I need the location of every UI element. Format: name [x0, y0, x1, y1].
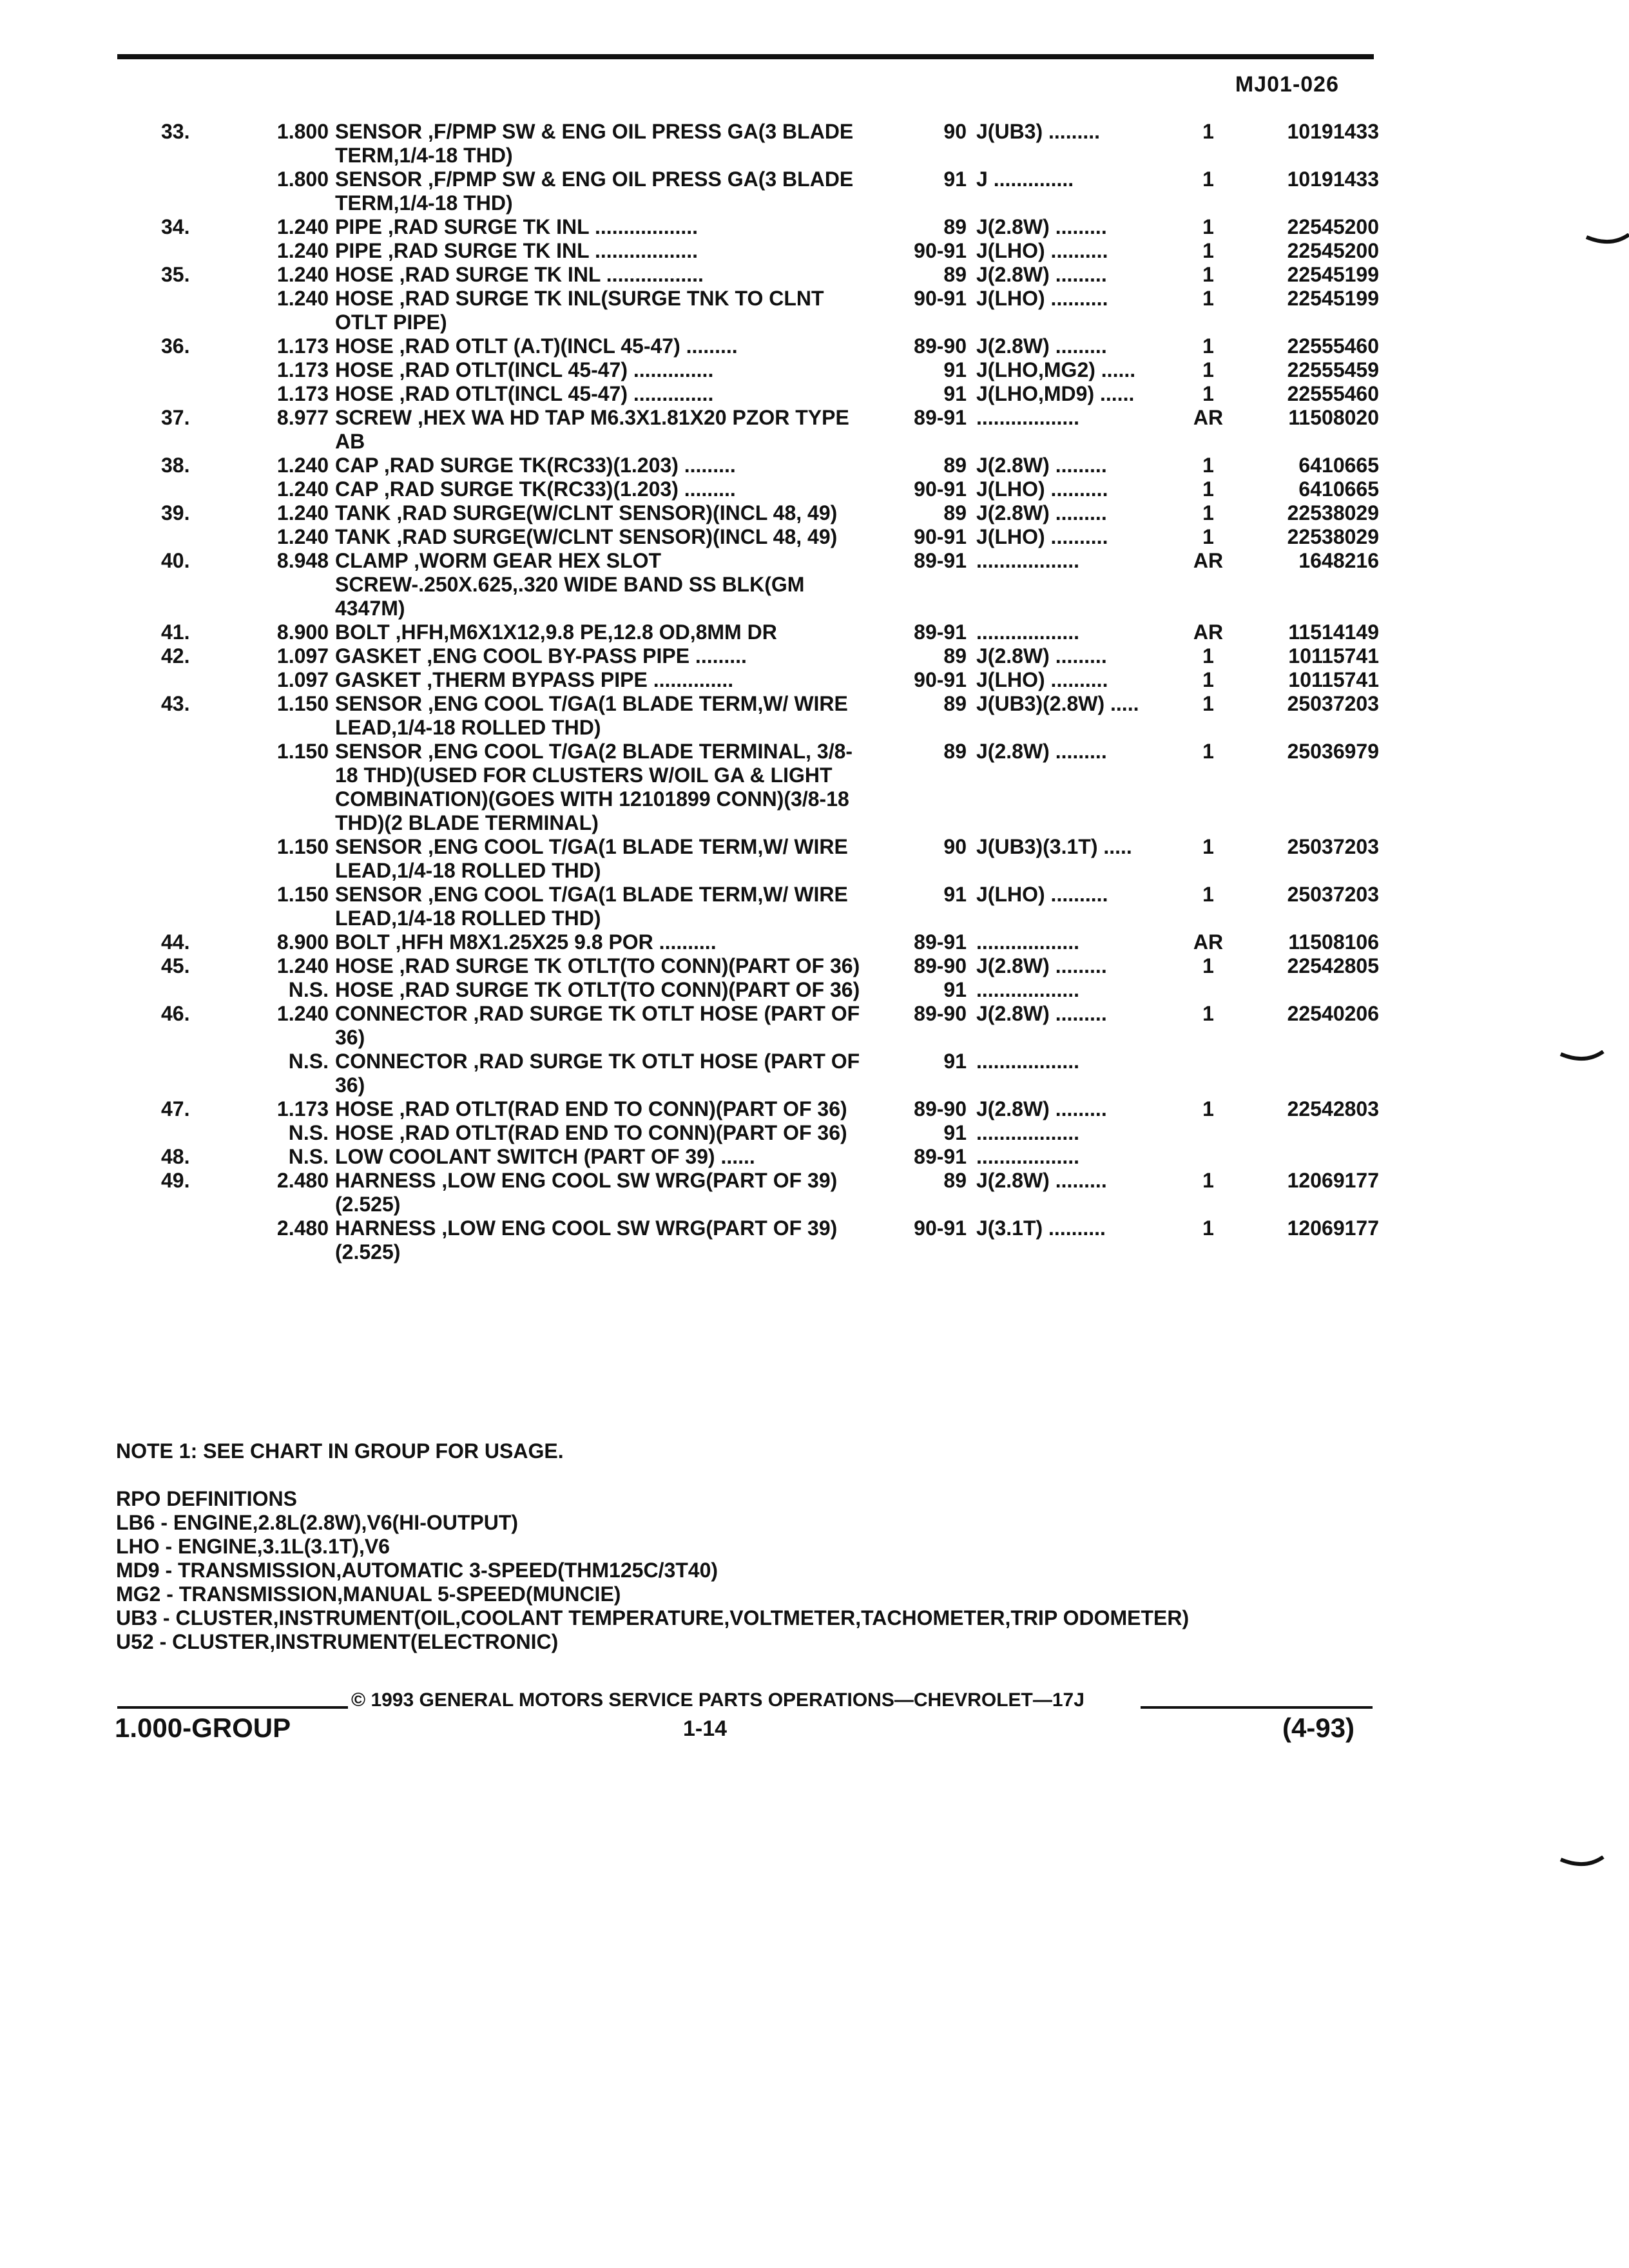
quantity: 1 — [1202, 1216, 1214, 1240]
quantity: AR — [1193, 549, 1224, 572]
part-number: 11514149 — [1288, 620, 1379, 644]
part-description: SENSOR ,F/PMP SW & ENG OIL PRESS GA(3 BLADE TERM,1/4-18 THD) — [335, 168, 854, 215]
model-years: 89-90 — [914, 1097, 967, 1120]
group-number: N.S. — [288, 1145, 329, 1168]
model-years: 90-91 — [914, 239, 967, 262]
part-row — [116, 835, 1379, 883]
part-number: 22538029 — [1287, 501, 1379, 524]
usage-code: J(LHO) .......... — [976, 883, 1108, 906]
quantity: 1 — [1202, 168, 1214, 191]
usage-code: .................. — [976, 1050, 1080, 1073]
part-row — [116, 1216, 1379, 1264]
group-number: 8.948 — [276, 549, 329, 572]
model-years: 89-91 — [914, 549, 967, 572]
model-years: 89-91 — [914, 1145, 967, 1168]
group-number: N.S. — [288, 1121, 329, 1144]
rpo-definition: UB3 - CLUSTER,INSTRUMENT(OIL,COOLANT TEMPERATURE,VOLTMETER,TACHOMETER,TRIP ODOMETER) — [116, 1606, 1190, 1629]
quantity: 1 — [1202, 239, 1214, 262]
part-row — [116, 692, 1379, 740]
part-description: CONNECTOR ,RAD SURGE TK OTLT HOSE (PART OF 36) — [335, 1002, 860, 1049]
revision-date: (4-93) — [1282, 1713, 1355, 1743]
part-row — [116, 358, 1379, 382]
usage-code: J(2.8W) ......... — [976, 644, 1107, 668]
part-description: CAP ,RAD SURGE TK(RC33)(1.203) ......... — [335, 454, 736, 477]
quantity: 1 — [1202, 382, 1214, 405]
usage-code: J(UB3)(2.8W) ..... — [976, 692, 1139, 715]
usage-code: J(3.1T) .......... — [976, 1216, 1106, 1240]
usage-code: .................. — [976, 1121, 1080, 1144]
part-row — [116, 501, 1379, 525]
item-number: 41. — [161, 620, 190, 644]
model-years: 91 — [943, 1050, 967, 1073]
usage-code: J(UB3)(3.1T) ..... — [976, 835, 1132, 858]
usage-code: J(LHO) .......... — [976, 525, 1108, 548]
usage-code: .................. — [976, 1145, 1080, 1168]
usage-code: J(2.8W) ......... — [976, 334, 1107, 358]
part-number: 22542805 — [1287, 954, 1379, 977]
page-number: 1-14 — [683, 1716, 728, 1741]
quantity: 1 — [1202, 1097, 1214, 1120]
group-number: 1.173 — [276, 1097, 329, 1120]
part-number: 25036979 — [1287, 740, 1379, 763]
part-number: 10115741 — [1288, 644, 1379, 668]
group-number: 1.240 — [276, 525, 329, 548]
item-number: 36. — [161, 334, 190, 358]
part-number: 6410665 — [1298, 454, 1379, 477]
part-description: HARNESS ,LOW ENG COOL SW WRG(PART OF 39)(2.525) — [335, 1216, 838, 1264]
part-description: BOLT ,HFH,M6X1X12,9.8 PE,12.8 OD,8MM DR — [335, 620, 777, 644]
model-years: 90-91 — [914, 668, 967, 691]
quantity: 1 — [1202, 668, 1214, 691]
item-number: 46. — [161, 1002, 190, 1025]
parts-list — [116, 120, 1379, 1264]
part-description: HOSE ,RAD SURGE TK INL ................. — [335, 263, 704, 286]
usage-code: J(2.8W) ......... — [976, 1002, 1107, 1025]
page-id: MJ01-026 — [1235, 72, 1339, 97]
part-row — [116, 1097, 1379, 1121]
usage-code: J(LHO) .......... — [976, 239, 1108, 262]
model-years: 91 — [943, 1121, 967, 1144]
usage-code: J(LHO) .......... — [976, 477, 1108, 501]
part-row — [116, 215, 1379, 239]
item-number: 35. — [161, 263, 190, 286]
group-number: 1.173 — [276, 334, 329, 358]
part-row — [116, 549, 1379, 620]
part-description: CAP ,RAD SURGE TK(RC33)(1.203) ......... — [335, 477, 736, 501]
part-row — [116, 930, 1379, 954]
usage-code: J(2.8W) ......... — [976, 740, 1107, 763]
usage-code: J(2.8W) ......... — [976, 1097, 1107, 1120]
part-description: HOSE ,RAD OTLT(INCL 45-47) .............. — [335, 382, 714, 405]
usage-code: J(LHO,MD9) ...... — [976, 382, 1135, 405]
quantity: AR — [1193, 930, 1224, 954]
quantity: 1 — [1202, 215, 1214, 238]
model-years: 90 — [943, 120, 967, 143]
rpo-definition: LB6 - ENGINE,2.8L(2.8W),V6(HI-OUTPUT) — [116, 1511, 519, 1534]
group-number: 8.977 — [276, 406, 329, 429]
item-number: 49. — [161, 1169, 190, 1192]
group-number: 8.900 — [276, 620, 329, 644]
quantity: 1 — [1202, 644, 1214, 668]
item-number: 42. — [161, 644, 190, 668]
part-description: GASKET ,THERM BYPASS PIPE .............. — [335, 668, 734, 691]
model-years: 90-91 — [914, 477, 967, 501]
group-number: 1.800 — [276, 120, 329, 143]
part-description: HOSE ,RAD SURGE TK OTLT(TO CONN)(PART OF 36) — [335, 954, 860, 977]
part-description: SCREW ,HEX WA HD TAP M6.3X1.81X20 PZOR TYPE AB — [335, 406, 849, 453]
part-number: 22545199 — [1287, 287, 1379, 310]
rpo-definition: MD9 - TRANSMISSION,AUTOMATIC 3-SPEED(THM125C/3T40) — [116, 1559, 718, 1582]
usage-code: .................. — [976, 620, 1080, 644]
part-number: 11508020 — [1288, 406, 1379, 429]
part-description: SENSOR ,ENG COOL T/GA(1 BLADE TERM,W/ WIRE LEAD,1/4-18 ROLLED THD) — [335, 692, 848, 739]
usage-code: J(LHO) .......... — [976, 287, 1108, 310]
part-description: CONNECTOR ,RAD SURGE TK OTLT HOSE (PART OF 36) — [335, 1050, 860, 1097]
quantity: 1 — [1202, 883, 1214, 906]
quantity: 1 — [1202, 287, 1214, 310]
model-years: 89 — [943, 501, 967, 524]
group-number: 1.240 — [276, 239, 329, 262]
group-label: 1.000-GROUP — [115, 1713, 291, 1743]
model-years: 89-90 — [914, 334, 967, 358]
part-row — [116, 1121, 1379, 1145]
part-description: SENSOR ,F/PMP SW & ENG OIL PRESS GA(3 BLADE TERM,1/4-18 THD) — [335, 120, 854, 167]
part-number: 22538029 — [1287, 525, 1379, 548]
rpo-definition: MG2 - TRANSMISSION,MANUAL 5-SPEED(MUNCIE) — [116, 1582, 621, 1606]
part-row — [116, 525, 1379, 549]
part-row — [116, 644, 1379, 668]
quantity: 1 — [1202, 525, 1214, 548]
usage-code: .................. — [976, 978, 1080, 1001]
usage-code: J(2.8W) ......... — [976, 215, 1107, 238]
part-number: 10115741 — [1288, 668, 1379, 691]
part-row — [116, 168, 1379, 215]
footer-rule-right — [1141, 1706, 1373, 1709]
model-years: 89 — [943, 1169, 967, 1192]
model-years: 90-91 — [914, 287, 967, 310]
part-number: 25037203 — [1287, 692, 1379, 715]
part-description: HOSE ,RAD OTLT(RAD END TO CONN)(PART OF 36) — [335, 1121, 847, 1144]
quantity: 1 — [1202, 835, 1214, 858]
group-number: 1.150 — [276, 835, 329, 858]
item-number: 47. — [161, 1097, 190, 1120]
rpo-definition: LHO - ENGINE,3.1L(3.1T),V6 — [116, 1535, 390, 1558]
part-description: SENSOR ,ENG COOL T/GA(1 BLADE TERM,W/ WIRE LEAD,1/4-18 ROLLED THD) — [335, 835, 848, 882]
part-row — [116, 620, 1379, 644]
model-years: 91 — [943, 978, 967, 1001]
part-row — [116, 954, 1379, 978]
item-number: 44. — [161, 930, 190, 954]
model-years: 89-91 — [914, 930, 967, 954]
group-number: N.S. — [288, 1050, 329, 1073]
part-description: GASKET ,ENG COOL BY-PASS PIPE ......... — [335, 644, 747, 668]
part-row — [116, 1145, 1379, 1169]
part-row — [116, 406, 1379, 454]
part-row — [116, 978, 1379, 1002]
usage-code: J(LHO) .......... — [976, 668, 1108, 691]
group-number: 1.240 — [276, 1002, 329, 1025]
part-number: 6410665 — [1298, 477, 1379, 501]
notes-section — [116, 1439, 1379, 1654]
model-years: 90-91 — [914, 1216, 967, 1240]
margin-mark — [1559, 1050, 1605, 1063]
model-years: 91 — [943, 168, 967, 191]
quantity: 1 — [1202, 120, 1214, 143]
model-years: 89-91 — [914, 620, 967, 644]
part-number: 10191433 — [1287, 120, 1379, 143]
part-row — [116, 477, 1379, 501]
usage-code: J(2.8W) ......... — [976, 263, 1107, 286]
item-number: 34. — [161, 215, 190, 238]
group-number: 1.150 — [276, 692, 329, 715]
part-description: TANK ,RAD SURGE(W/CLNT SENSOR)(INCL 48, 49) — [335, 525, 838, 548]
item-number: 33. — [161, 120, 190, 143]
usage-code: .................. — [976, 930, 1080, 954]
rpo-definition: U52 - CLUSTER,INSTRUMENT(ELECTRONIC) — [116, 1630, 559, 1653]
part-number: 22545200 — [1287, 215, 1379, 238]
part-row — [116, 740, 1379, 835]
group-number: 1.173 — [276, 358, 329, 381]
top-rule — [117, 54, 1374, 59]
part-row — [116, 263, 1379, 287]
part-row — [116, 120, 1379, 168]
model-years: 89 — [943, 263, 967, 286]
group-number: 1.173 — [276, 382, 329, 405]
usage-code: .................. — [976, 549, 1080, 572]
model-years: 89-91 — [914, 406, 967, 429]
part-row — [116, 239, 1379, 263]
part-description: BOLT ,HFH M8X1.25X25 9.8 POR .......... — [335, 930, 717, 954]
part-description: PIPE ,RAD SURGE TK INL .................. — [335, 239, 699, 262]
part-row — [116, 334, 1379, 358]
margin-mark — [1559, 1856, 1605, 1869]
note-1: NOTE 1: SEE CHART IN GROUP FOR USAGE. — [116, 1439, 564, 1463]
group-number: 1.240 — [276, 501, 329, 524]
part-description: HOSE ,RAD OTLT(INCL 45-47) .............. — [335, 358, 714, 381]
quantity: 1 — [1202, 692, 1214, 715]
model-years: 89 — [943, 692, 967, 715]
model-years: 89-90 — [914, 1002, 967, 1025]
quantity: AR — [1193, 406, 1224, 429]
model-years: 89 — [943, 454, 967, 477]
usage-code: J(UB3) ......... — [976, 120, 1101, 143]
part-number: 22555460 — [1287, 334, 1379, 358]
quantity: 1 — [1202, 740, 1214, 763]
item-number: 38. — [161, 454, 190, 477]
part-number: 22545200 — [1287, 239, 1379, 262]
usage-code: J(2.8W) ......... — [976, 954, 1107, 977]
item-number: 40. — [161, 549, 190, 572]
group-number: N.S. — [288, 978, 329, 1001]
group-number: 1.097 — [276, 644, 329, 668]
part-description: SENSOR ,ENG COOL T/GA(2 BLADE TERMINAL, 3/8-18 THD)(USED FOR CLUSTERS W/OIL GA & LIGHT COMBINATION)(GOES WITH 12101899 CONN)(3/8-18 THD)(2 BLADE TERMINAL) — [335, 740, 853, 834]
usage-code: .................. — [976, 406, 1080, 429]
group-number: 1.240 — [276, 215, 329, 238]
quantity: 1 — [1202, 454, 1214, 477]
usage-code: J(2.8W) ......... — [976, 501, 1107, 524]
model-years: 89-90 — [914, 954, 967, 977]
item-number: 48. — [161, 1145, 190, 1168]
part-description: PIPE ,RAD SURGE TK INL .................. — [335, 215, 699, 238]
quantity: 1 — [1202, 1002, 1214, 1025]
quantity: 1 — [1202, 954, 1214, 977]
part-description: HOSE ,RAD SURGE TK INL(SURGE TNK TO CLNT OTLT PIPE) — [335, 287, 824, 334]
copyright-text: © 1993 GENERAL MOTORS SERVICE PARTS OPERATIONS—CHEVROLET—17J — [351, 1689, 1084, 1711]
group-number: 1.800 — [276, 168, 329, 191]
model-years: 89 — [943, 215, 967, 238]
model-years: 89 — [943, 740, 967, 763]
part-description: CLAMP ,WORM GEAR HEX SLOT SCREW-.250X.625,.320 WIDE BAND SS BLK(GM 4347M) — [335, 549, 805, 620]
model-years: 89 — [943, 644, 967, 668]
part-row — [116, 668, 1379, 692]
part-row — [116, 454, 1379, 477]
group-number: 1.150 — [276, 883, 329, 906]
part-description: HOSE ,RAD SURGE TK OTLT(TO CONN)(PART OF 36) — [335, 978, 860, 1001]
group-number: 1.150 — [276, 740, 329, 763]
rpo-title: RPO DEFINITIONS — [116, 1487, 297, 1510]
part-description: SENSOR ,ENG COOL T/GA(1 BLADE TERM,W/ WIRE LEAD,1/4-18 ROLLED THD) — [335, 883, 848, 930]
part-number: 22540206 — [1287, 1002, 1379, 1025]
part-row — [116, 287, 1379, 334]
part-row — [116, 382, 1379, 406]
part-description: HOSE ,RAD OTLT (A.T)(INCL 45-47) ......... — [335, 334, 738, 358]
part-number: 22542803 — [1287, 1097, 1379, 1120]
group-number: 8.900 — [276, 930, 329, 954]
group-number: 1.240 — [276, 954, 329, 977]
part-row — [116, 883, 1379, 930]
group-number: 1.240 — [276, 263, 329, 286]
item-number: 37. — [161, 406, 190, 429]
part-row — [116, 1169, 1379, 1216]
part-row — [116, 1050, 1379, 1097]
part-number: 11508106 — [1288, 930, 1379, 954]
model-years: 90-91 — [914, 525, 967, 548]
model-years: 91 — [943, 382, 967, 405]
part-number: 25037203 — [1287, 835, 1379, 858]
part-description: LOW COOLANT SWITCH (PART OF 39) ...... — [335, 1145, 755, 1168]
quantity: 1 — [1202, 358, 1214, 381]
footer-rule-left — [117, 1706, 348, 1709]
margin-mark — [1585, 233, 1629, 246]
group-number: 2.480 — [276, 1169, 329, 1192]
model-years: 90 — [943, 835, 967, 858]
usage-code: J(2.8W) ......... — [976, 454, 1107, 477]
quantity: 1 — [1202, 501, 1214, 524]
usage-code: J(2.8W) ......... — [976, 1169, 1107, 1192]
item-number: 43. — [161, 692, 190, 715]
part-number: 22555460 — [1287, 382, 1379, 405]
part-number: 12069177 — [1287, 1216, 1379, 1240]
group-number: 1.097 — [276, 668, 329, 691]
model-years: 91 — [943, 883, 967, 906]
part-description: HOSE ,RAD OTLT(RAD END TO CONN)(PART OF 36) — [335, 1097, 847, 1120]
part-number: 22555459 — [1287, 358, 1379, 381]
group-number: 1.240 — [276, 454, 329, 477]
part-description: HARNESS ,LOW ENG COOL SW WRG(PART OF 39)(2.525) — [335, 1169, 838, 1216]
group-number: 2.480 — [276, 1216, 329, 1240]
quantity: 1 — [1202, 263, 1214, 286]
group-number: 1.240 — [276, 477, 329, 501]
usage-code: J(LHO,MG2) ...... — [976, 358, 1136, 381]
part-number: 22545199 — [1287, 263, 1379, 286]
quantity: 1 — [1202, 1169, 1214, 1192]
part-row — [116, 1002, 1379, 1050]
item-number: 39. — [161, 501, 190, 524]
quantity: 1 — [1202, 334, 1214, 358]
part-description: TANK ,RAD SURGE(W/CLNT SENSOR)(INCL 48, 49) — [335, 501, 838, 524]
part-number: 1648216 — [1298, 549, 1379, 572]
group-number: 1.240 — [276, 287, 329, 310]
part-number: 12069177 — [1287, 1169, 1379, 1192]
quantity: 1 — [1202, 477, 1214, 501]
model-years: 91 — [943, 358, 967, 381]
part-number: 10191433 — [1287, 168, 1379, 191]
item-number: 45. — [161, 954, 190, 977]
part-number: 25037203 — [1287, 883, 1379, 906]
quantity: AR — [1193, 620, 1224, 644]
usage-code: J .............. — [976, 168, 1074, 191]
